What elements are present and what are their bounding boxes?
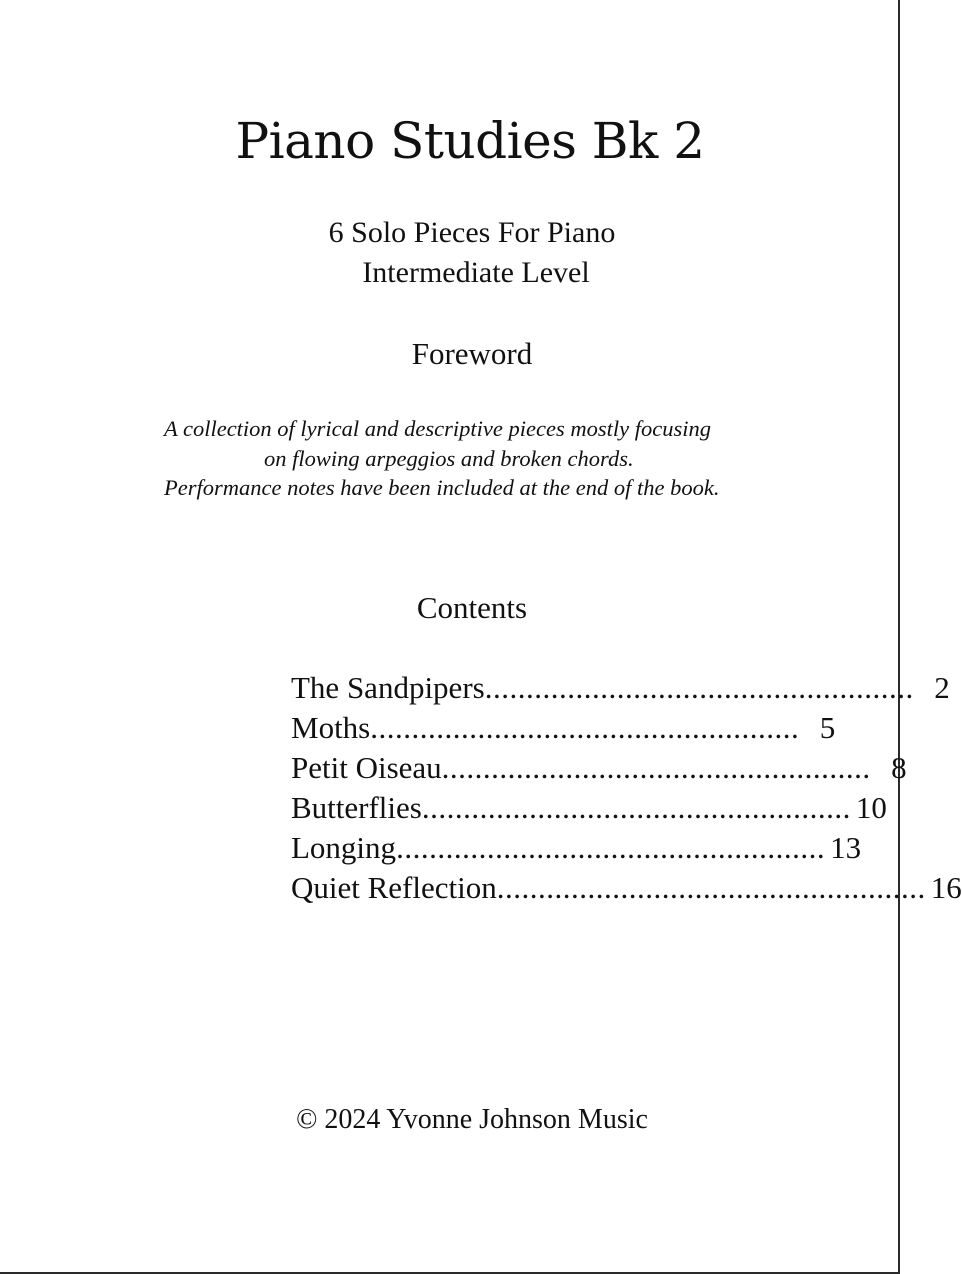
foreword-line: A collection of lyrical and descriptive pieces mostly focusing — [164, 416, 711, 441]
toc-entry — [291, 868, 962, 908]
toc-entry — [291, 708, 836, 748]
toc-page-number: 16 — [930, 870, 962, 905]
toc-entry-title: Moths — [291, 710, 371, 745]
toc-page-number: 13 — [830, 830, 862, 865]
foreword-line: Performance notes have been included at the end of the book. — [164, 475, 720, 500]
toc-entry — [291, 668, 950, 708]
table-of-contents — [291, 668, 962, 908]
copyright-notice: © 2024 Yvonne Johnson Music — [296, 1104, 648, 1135]
toc-entry — [291, 788, 887, 828]
page-title: Piano Studies Bk 2 — [235, 112, 705, 170]
toc-page-number: 10 — [855, 790, 887, 825]
toc-entry-title: The Sandpipers — [291, 670, 485, 705]
toc-leader-dots: .................................................... — [370, 710, 800, 745]
toc-leader-dots: .................................................... — [421, 790, 851, 825]
toc-entry — [291, 748, 907, 788]
toc-leader-dots: .................................................... — [484, 670, 914, 705]
toc-entry-title: Butterflies — [291, 790, 422, 825]
toc-entry-title: Longing — [291, 830, 397, 865]
toc-leader-dots: .................................................... — [441, 750, 871, 785]
toc-leader-dots: .................................................... — [496, 870, 926, 905]
toc-page-number: 8 — [891, 750, 907, 785]
foreword-heading: Foreword — [411, 336, 533, 371]
toc-entry-title: Petit Oiseau — [291, 750, 442, 785]
toc-entry-title: Quiet Reflection — [291, 870, 497, 905]
toc-leader-dots: .................................................... — [396, 830, 826, 865]
contents-heading: Contents — [416, 590, 528, 625]
toc-entry — [291, 828, 862, 868]
toc-page-number: 2 — [934, 670, 950, 705]
toc-page-number: 5 — [819, 710, 836, 745]
subtitle-level: Intermediate Level — [362, 256, 590, 289]
foreword-line: on flowing arpeggios and broken chords. — [264, 446, 634, 471]
subtitle-pieces: 6 Solo Pieces For Piano — [328, 216, 616, 249]
